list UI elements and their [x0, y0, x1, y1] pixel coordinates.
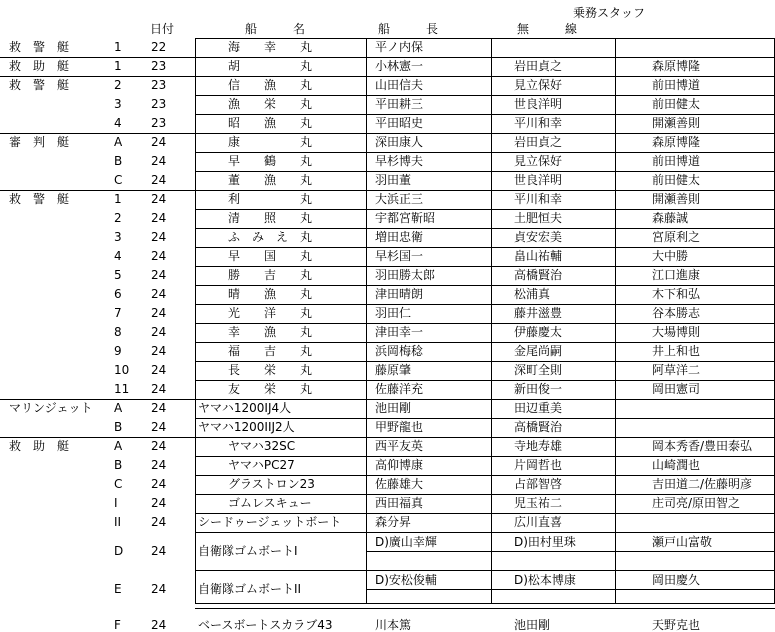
- row-divider: [195, 114, 775, 115]
- radio-operator: 畠山祐輔: [514, 249, 563, 263]
- row-divider: [195, 285, 775, 286]
- row-divider: [195, 380, 775, 381]
- date-cell: 24: [151, 268, 167, 282]
- boat-number: 7: [114, 306, 122, 320]
- radio-operator: 寺地寿雄: [514, 439, 563, 453]
- group-divider: [0, 190, 775, 191]
- captain-name: 津田幸一: [375, 325, 424, 339]
- category-label: 救 警 艇: [9, 40, 70, 54]
- group-divider: [0, 57, 775, 58]
- captain-name: 羽田董: [375, 173, 412, 187]
- date-cell: 24: [151, 363, 167, 377]
- row-divider: [195, 456, 775, 457]
- staff-members: 谷本勝志: [652, 306, 701, 320]
- date-cell: 24: [151, 287, 167, 301]
- category-label: 救 警 艇: [9, 192, 70, 206]
- captain-name: 西平友英: [375, 439, 424, 453]
- date-cell: 24: [151, 211, 167, 225]
- row-divider: [195, 494, 775, 495]
- radio-operator: D)松本博康: [514, 573, 576, 587]
- staff-members: 阿草洋二: [652, 363, 701, 377]
- boat-number: 3: [114, 230, 122, 244]
- ship-name: 早 国 丸: [228, 249, 313, 263]
- ship-name: 早 鶴 丸: [228, 154, 313, 168]
- date-cell: 24: [151, 173, 167, 187]
- ship-name: 海 幸 丸: [228, 40, 313, 54]
- row-divider: [195, 513, 775, 514]
- radio-operator: 新田俊一: [514, 382, 563, 396]
- radio-operator: D)田村里珠: [514, 535, 576, 549]
- captain-name: 川本篤: [375, 618, 412, 632]
- captain-name: 森分昇: [375, 515, 412, 529]
- staff-members: 前田博道: [652, 154, 701, 168]
- ship-name: 利 丸: [228, 192, 313, 206]
- captain-name: 高仰博康: [375, 458, 424, 472]
- header-captain: 船 長: [378, 22, 439, 36]
- date-cell: 24: [151, 344, 167, 358]
- row-divider: [195, 95, 775, 96]
- date-cell: 23: [151, 116, 167, 130]
- ship-name: 清 照 丸: [228, 211, 313, 225]
- ship-name: ゴムレスキュー: [228, 496, 312, 510]
- header-date: 日付: [150, 22, 175, 36]
- captain-name: 羽田仁: [375, 306, 412, 320]
- ship-name: 勝 吉 丸: [228, 268, 313, 282]
- captain-name: 深田康人: [375, 135, 424, 149]
- staff-members: 井上和也: [652, 344, 701, 358]
- row-divider: [195, 247, 775, 248]
- boat-number: 11: [114, 382, 130, 396]
- radio-operator: 伊藤慶太: [514, 325, 563, 339]
- date-cell: 24: [151, 401, 167, 415]
- staff-members: 吉田道二/佐藤明彦: [652, 477, 753, 491]
- staff-members: 大中勝: [652, 249, 689, 263]
- row-divider: [195, 209, 775, 210]
- boat-number: I: [114, 496, 118, 510]
- date-cell: 24: [151, 477, 167, 491]
- date-cell: 24: [151, 154, 167, 168]
- radio-operator: 広川直喜: [514, 515, 563, 529]
- staff-members: 森原博隆: [652, 59, 701, 73]
- radio-operator: 田辺重美: [514, 401, 563, 415]
- boat-number: C: [114, 173, 123, 187]
- captain-name: 宇都宮靳昭: [375, 211, 436, 225]
- date-cell: 24: [151, 582, 167, 596]
- boat-number: 2: [114, 211, 122, 225]
- date-cell: 24: [151, 420, 167, 434]
- ship-name: ヤマハPC27: [228, 458, 295, 472]
- category-label: マリンジェット: [9, 401, 93, 415]
- staff-members: 開瀬善則: [652, 192, 701, 206]
- staff-members: 江口進康: [652, 268, 701, 282]
- date-cell: 24: [151, 544, 167, 558]
- group-divider: [0, 399, 775, 400]
- header-radio: 無 線: [517, 22, 578, 36]
- header-staff: 乗務スタッフ: [573, 6, 646, 20]
- staff-members: 木下和弘: [652, 287, 701, 301]
- row-divider: [195, 304, 775, 305]
- radio-operator: 金尾尚嗣: [514, 344, 563, 358]
- radio-operator: 世良洋明: [514, 97, 563, 111]
- row-divider: [195, 228, 775, 229]
- date-cell: 24: [151, 230, 167, 244]
- ship-name: ヤマハ1200IIJ2人: [198, 420, 295, 434]
- date-cell: 24: [151, 382, 167, 396]
- radio-operator: 岩田貞之: [514, 135, 563, 149]
- staff-members: 宮原利之: [652, 230, 701, 244]
- staff-members: 森藤誠: [652, 211, 689, 225]
- radio-operator: 池田剛: [514, 618, 551, 632]
- captain-name: 佐藤洋充: [375, 382, 424, 396]
- radio-operator: 深町全則: [514, 363, 563, 377]
- boat-number: E: [114, 582, 122, 596]
- row-divider: [195, 152, 775, 153]
- group-divider: [0, 437, 775, 438]
- captain-name: 津田晴朗: [375, 287, 424, 301]
- ship-name: ヤマハ32SC: [228, 439, 296, 453]
- column-divider: [615, 38, 616, 603]
- boat-number: C: [114, 477, 123, 491]
- captain-name: 佐藤雄大: [375, 477, 424, 491]
- date-cell: 24: [151, 192, 167, 206]
- column-divider: [491, 38, 492, 603]
- ship-name: 董 漁 丸: [228, 173, 313, 187]
- radio-operator: 平川和幸: [514, 116, 563, 130]
- ship-name: シードゥージェットボート: [198, 515, 342, 529]
- radio-operator: 見立保好: [514, 78, 563, 92]
- staff-members: 前田健太: [652, 97, 701, 111]
- boat-number: 9: [114, 344, 122, 358]
- boat-number: B: [114, 154, 123, 168]
- radio-operator: 片岡哲也: [514, 458, 563, 472]
- radio-operator: 高橋賢治: [514, 268, 563, 282]
- captain-name: 甲野龍也: [375, 420, 424, 434]
- ship-name: 康 丸: [228, 135, 313, 149]
- captain-name: 浜岡梅稔: [375, 344, 424, 358]
- row-divider: [195, 361, 775, 362]
- date-cell: 24: [151, 306, 167, 320]
- staff-members: 山崎潤也: [652, 458, 701, 472]
- radio-operator: 占部智啓: [514, 477, 563, 491]
- ship-name: グラストロン23: [228, 477, 315, 491]
- row-divider: [195, 266, 775, 267]
- radio-operator: 岩田貞之: [514, 59, 563, 73]
- category-label: 救 助 艇: [9, 439, 70, 453]
- group-divider: [0, 76, 775, 77]
- ship-name: 光 洋 丸: [228, 306, 313, 320]
- captain-name: 平田昭史: [375, 116, 424, 130]
- captain-name: 藤原肇: [375, 363, 412, 377]
- captain-name: 山田信夫: [375, 78, 424, 92]
- date-cell: 24: [151, 249, 167, 263]
- captain-name: 平田耕三: [375, 97, 424, 111]
- date-cell: 24: [151, 496, 167, 510]
- captain-name: 早杉博夫: [375, 154, 424, 168]
- date-cell: 24: [151, 458, 167, 472]
- date-cell: 24: [151, 515, 167, 529]
- boat-number: 3: [114, 97, 122, 111]
- boat-number: A: [114, 439, 123, 453]
- staff-members: 岡田憲司: [652, 382, 701, 396]
- radio-operator: 松浦真: [514, 287, 551, 301]
- radio-operator: 土肥恒夫: [514, 211, 563, 225]
- captain-name: 西田福真: [375, 496, 424, 510]
- captain-name: 池田剛: [375, 401, 412, 415]
- row-divider: [195, 171, 775, 172]
- staff-members: 前田健太: [652, 173, 701, 187]
- radio-operator: 高橋賢治: [514, 420, 563, 434]
- staff-members: 大場博則: [652, 325, 701, 339]
- date-cell: 24: [151, 439, 167, 453]
- ship-name: 友 栄 丸: [228, 382, 313, 396]
- captain-name: 大浜正三: [375, 192, 424, 206]
- row-divider: [366, 551, 775, 552]
- ship-name: 自衛隊ゴムボートII: [198, 582, 302, 596]
- radio-operator: 藤井滋豊: [514, 306, 563, 320]
- boat-number: 4: [114, 249, 122, 263]
- boat-number: 5: [114, 268, 122, 282]
- boat-number: II: [114, 515, 122, 529]
- radio-operator: 世良洋明: [514, 173, 563, 187]
- category-label: 審 判 艇: [9, 135, 70, 149]
- boat-number: B: [114, 458, 123, 472]
- boat-number: A: [114, 135, 123, 149]
- radio-operator: 児玉祐二: [514, 496, 563, 510]
- category-label: 救 助 艇: [9, 59, 70, 73]
- boat-number: 4: [114, 116, 122, 130]
- row-divider: [195, 323, 775, 324]
- staff-members: 森原博隆: [652, 135, 701, 149]
- staff-members: 瀬戸山富敬: [652, 535, 713, 549]
- ship-name: 晴 漁 丸: [228, 287, 313, 301]
- radio-operator: 見立保好: [514, 154, 563, 168]
- column-divider: [366, 38, 367, 603]
- row-divider: [195, 570, 775, 571]
- date-cell: 23: [151, 97, 167, 111]
- captain-name: D)廣山幸輝: [375, 535, 437, 549]
- captain-name: 増田忠衛: [375, 230, 424, 244]
- staff-members: 前田博道: [652, 78, 701, 92]
- table-top-border: [195, 38, 775, 39]
- radio-operator: 平川和幸: [514, 192, 563, 206]
- boat-number: 6: [114, 287, 122, 301]
- boat-number: B: [114, 420, 123, 434]
- category-label: 救 警 艇: [9, 78, 70, 92]
- captain-name: D)安松俊輔: [375, 573, 437, 587]
- boat-number: A: [114, 401, 123, 415]
- ship-name: ベースボートスカラブ43: [198, 618, 333, 632]
- boat-number: 8: [114, 325, 122, 339]
- captain-name: 羽田勝太郎: [375, 268, 436, 282]
- ship-name: 信 漁 丸: [228, 78, 313, 92]
- column-divider: [195, 38, 196, 603]
- ship-name: 自衛隊ゴムボートI: [198, 544, 298, 558]
- date-cell: 24: [151, 618, 167, 632]
- row-divider: [195, 418, 775, 419]
- boat-number: D: [114, 544, 124, 558]
- row-divider: [195, 608, 775, 609]
- row-divider: [366, 589, 775, 590]
- ship-name: 胡 丸: [228, 59, 313, 73]
- date-cell: 22: [151, 40, 167, 54]
- boat-number: 1: [114, 59, 122, 73]
- header-ship: 船 名: [245, 22, 306, 36]
- staff-members: 岡田慶久: [652, 573, 701, 587]
- row-divider: [195, 532, 775, 533]
- captain-name: 平ノ内保: [375, 40, 424, 54]
- date-cell: 24: [151, 325, 167, 339]
- date-cell: 23: [151, 78, 167, 92]
- captain-name: 早杉国一: [375, 249, 424, 263]
- boat-number: 1: [114, 40, 122, 54]
- staff-members: 庄司亮/原田智之: [652, 496, 741, 510]
- ship-name: 長 栄 丸: [228, 363, 313, 377]
- staff-members: 岡本秀香/豊田泰弘: [652, 439, 753, 453]
- date-cell: 24: [151, 135, 167, 149]
- boat-number: 1: [114, 192, 122, 206]
- boat-number: 10: [114, 363, 130, 377]
- ship-name: 漁 栄 丸: [228, 97, 313, 111]
- group-divider: [0, 133, 775, 134]
- row-divider: [195, 475, 775, 476]
- ship-name: 昭 漁 丸: [228, 116, 313, 130]
- ship-name: 幸 漁 丸: [228, 325, 313, 339]
- row-divider: [195, 342, 775, 343]
- ship-name: ふ み え 丸: [228, 230, 313, 244]
- ship-name: ヤマハ1200IJ4人: [198, 401, 292, 415]
- boat-number: 2: [114, 78, 122, 92]
- date-cell: 23: [151, 59, 167, 73]
- radio-operator: 貞安宏美: [514, 230, 563, 244]
- staff-members: 開瀬善則: [652, 116, 701, 130]
- boat-number: F: [114, 618, 121, 632]
- ship-name: 福 吉 丸: [228, 344, 313, 358]
- captain-name: 小林憲一: [375, 59, 424, 73]
- staff-members: 天野克也: [652, 618, 701, 632]
